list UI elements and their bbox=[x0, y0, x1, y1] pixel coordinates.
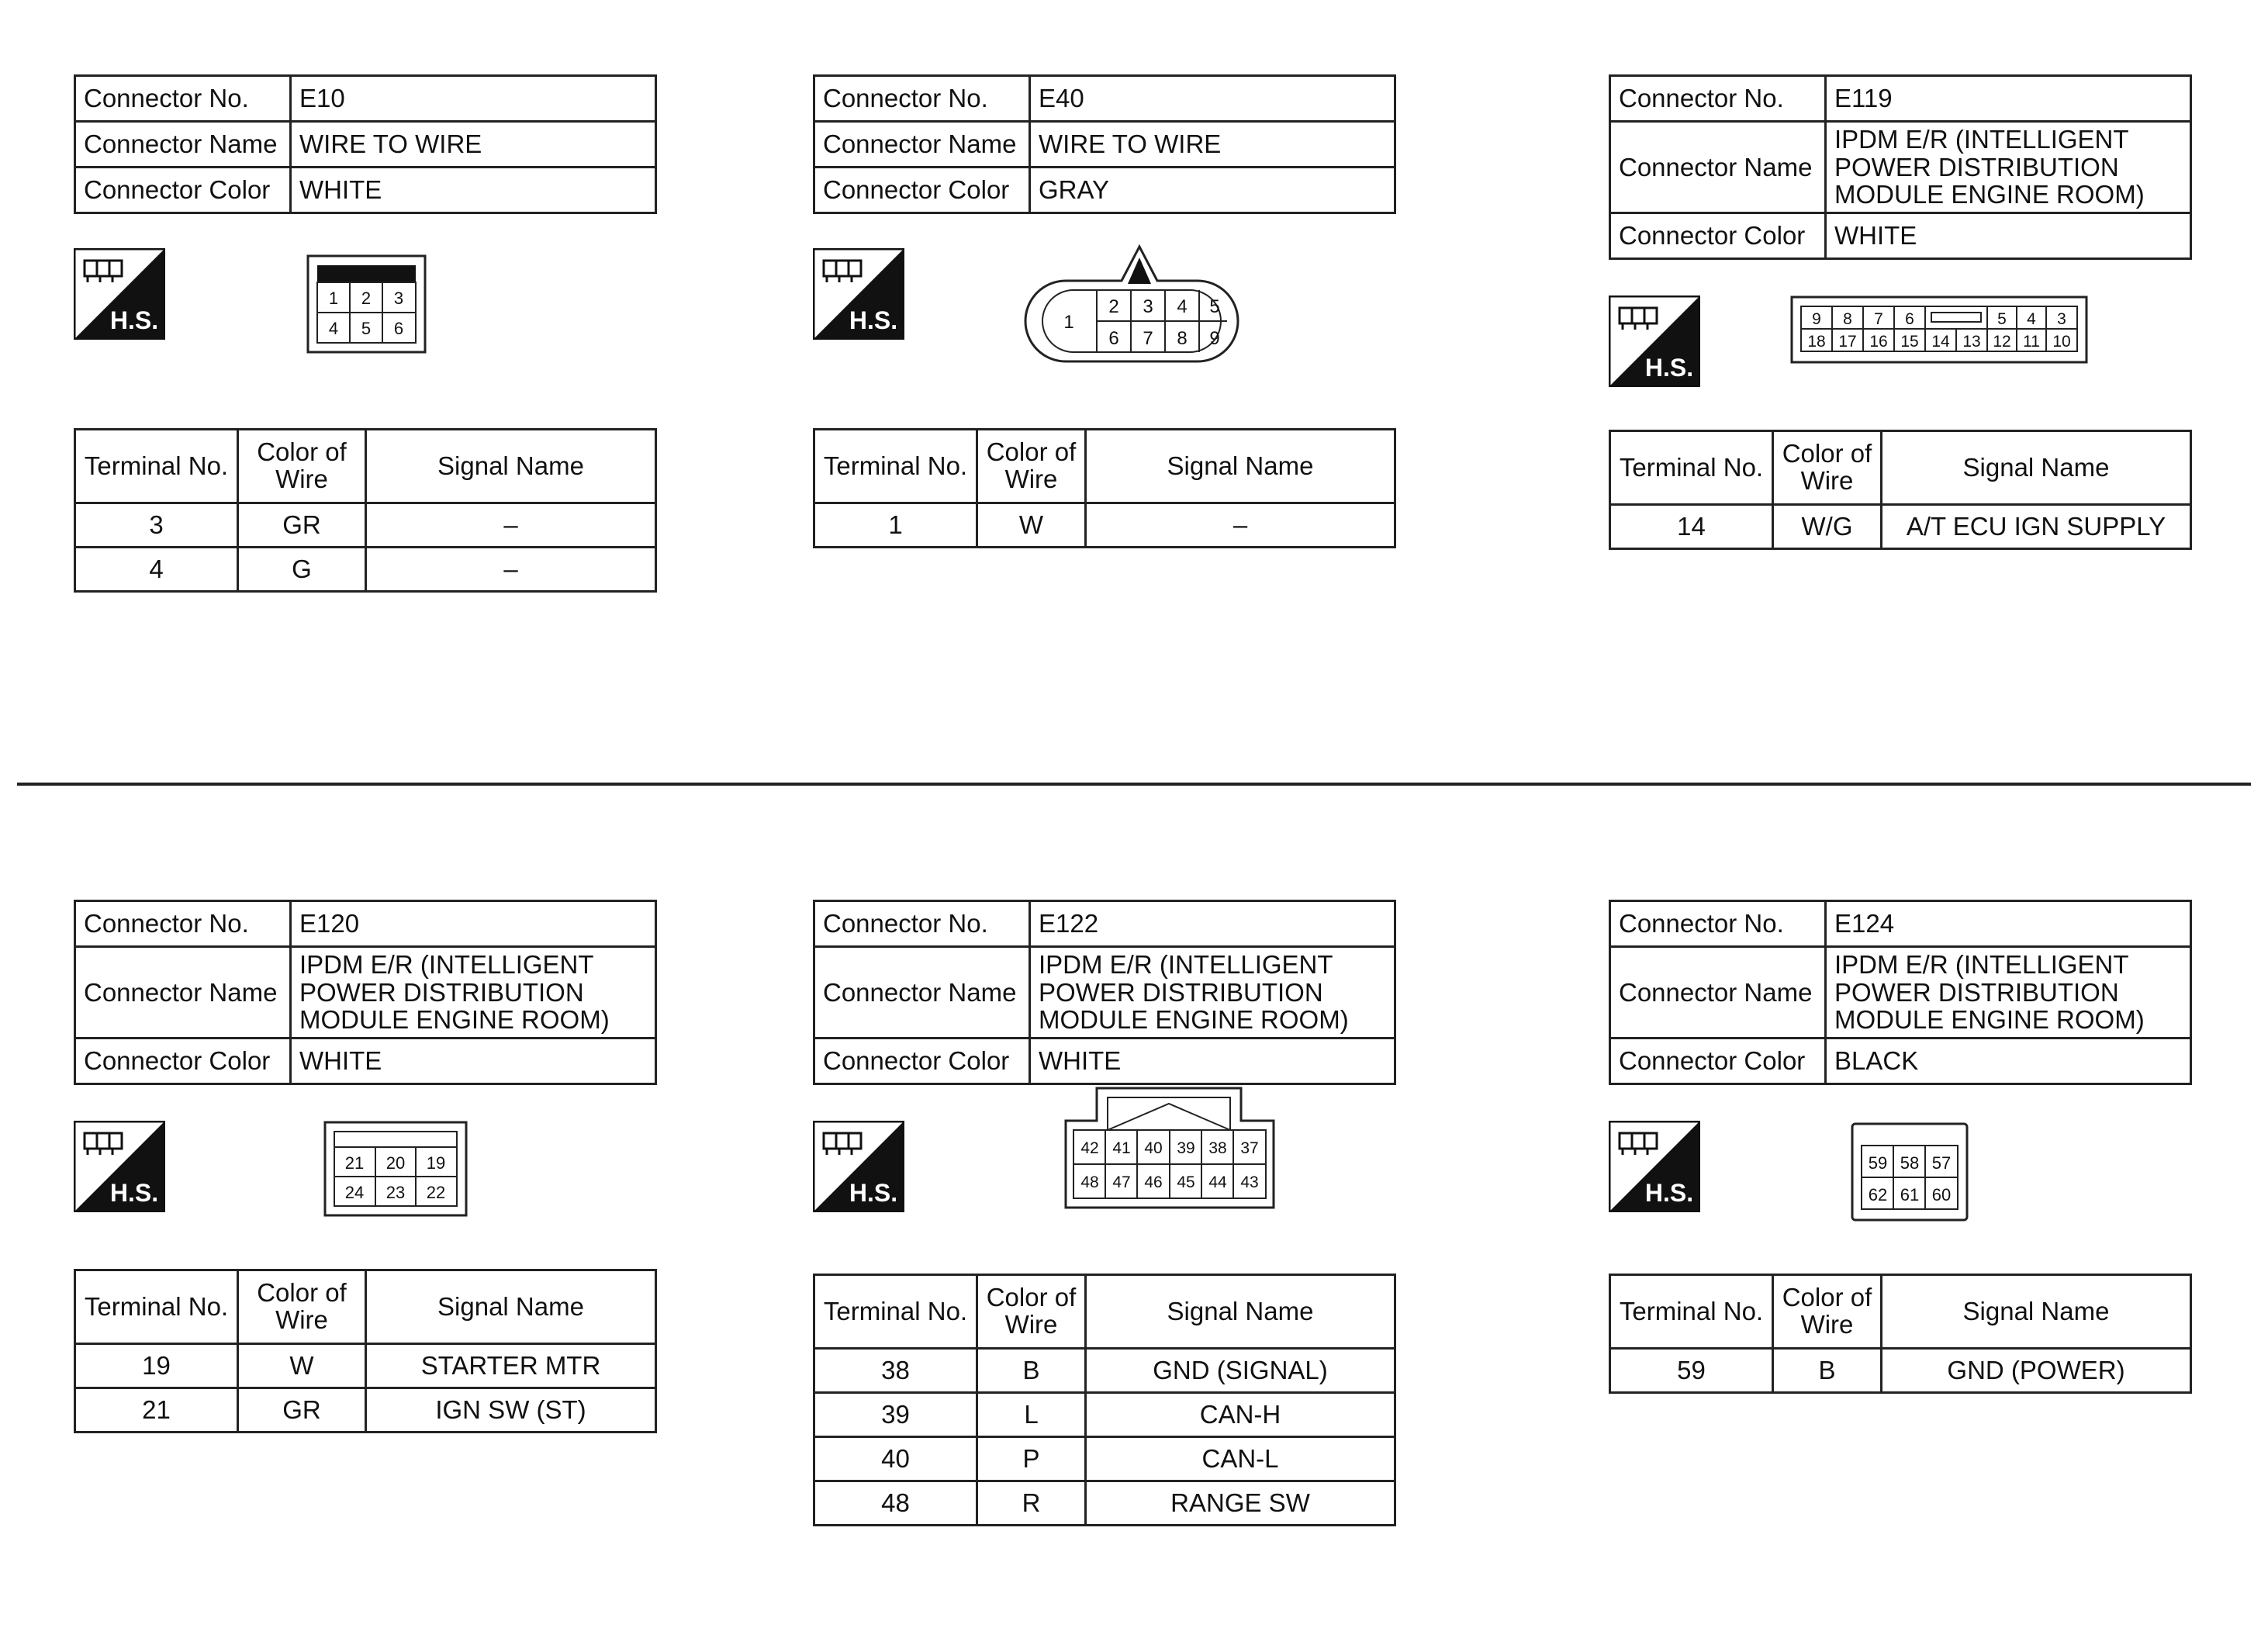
connector-info-table bbox=[1609, 900, 2192, 1085]
signal-name-header: Signal Name bbox=[1086, 430, 1395, 503]
connector-face-diagram bbox=[1063, 1087, 1277, 1209]
pin-label: 46 bbox=[1144, 1173, 1163, 1191]
pin-label: 48 bbox=[1080, 1173, 1099, 1191]
pin-label: 60 bbox=[1931, 1184, 1952, 1204]
table-row: 48 R RANGE SW bbox=[814, 1481, 1395, 1526]
connector-name-label: Connector Name bbox=[1610, 947, 1826, 1039]
pin-label: 37 bbox=[1240, 1139, 1259, 1157]
connector-info-table bbox=[1609, 74, 2192, 260]
connector-name-label: Connector Name bbox=[1610, 122, 1826, 213]
connector-color-value: WHITE bbox=[291, 1038, 656, 1083]
pin-label: 10 bbox=[2052, 332, 2071, 351]
pin-label: 38 bbox=[1208, 1139, 1227, 1157]
harness-side-icon bbox=[813, 248, 904, 340]
harness-side-icon bbox=[1609, 295, 1700, 387]
pin-label: 45 bbox=[1177, 1173, 1195, 1191]
wire-color-header: Color of Wire bbox=[977, 430, 1086, 503]
svg-text:H.S.: H.S. bbox=[1644, 353, 1694, 382]
signal-name-header: Signal Name bbox=[366, 430, 656, 503]
signal-name-header: Signal Name bbox=[366, 1270, 656, 1344]
connector-no-label: Connector No. bbox=[1610, 76, 1826, 122]
signal-name-header: Signal Name bbox=[1882, 431, 2191, 505]
connector-face-diagram bbox=[1790, 295, 2088, 364]
connector-color-value: WHITE bbox=[1030, 1038, 1395, 1083]
pin-label: 12 bbox=[1993, 332, 2011, 351]
pin-label: 1 bbox=[1063, 312, 1074, 333]
wire-color-header: Color of Wire bbox=[238, 430, 366, 503]
connector-name-label: Connector Name bbox=[814, 947, 1030, 1039]
terminal-table bbox=[74, 1269, 657, 1433]
connector-block-e120 bbox=[74, 900, 663, 1424]
connector-face-diagram bbox=[1019, 239, 1244, 371]
harness-side-icon bbox=[813, 1121, 904, 1212]
section-divider bbox=[17, 783, 2251, 786]
svg-text:H.S.: H.S. bbox=[1644, 1178, 1694, 1207]
connector-info-table bbox=[813, 900, 1396, 1085]
pin-label: 8 bbox=[1177, 328, 1188, 349]
terminal-no-header: Terminal No. bbox=[75, 1270, 238, 1344]
pin-label: 43 bbox=[1240, 1173, 1259, 1191]
connector-no-value: E10 bbox=[291, 76, 656, 122]
table-row: 38 B GND (SIGNAL) bbox=[814, 1349, 1395, 1393]
connector-color-label: Connector Color bbox=[1610, 213, 1826, 258]
pin-label: 7 bbox=[1874, 309, 1883, 328]
svg-text:H.S.: H.S. bbox=[849, 306, 898, 334]
pin-label: 4 bbox=[1177, 296, 1188, 317]
connector-block-e40 bbox=[813, 74, 1402, 539]
pin-label: 8 bbox=[1843, 309, 1852, 328]
connector-name-value: IPDM E/R (INTELLIGENT POWER DISTRIBUTION MODULE ENGINE ROOM) bbox=[1826, 122, 2191, 213]
table-row: 40 P CAN-L bbox=[814, 1437, 1395, 1481]
connector-block-e119 bbox=[1609, 74, 2198, 541]
pin-label: 9 bbox=[1812, 309, 1821, 328]
connector-color-value: WHITE bbox=[291, 168, 656, 213]
connector-no-label: Connector No. bbox=[1610, 901, 1826, 947]
table-row: 4 G – bbox=[75, 548, 656, 592]
connector-color-label: Connector Color bbox=[75, 168, 291, 213]
connector-info-table bbox=[813, 74, 1396, 214]
pin-label: 3 bbox=[393, 289, 404, 308]
connector-no-value: E119 bbox=[1826, 76, 2191, 122]
pin-label: 40 bbox=[1144, 1139, 1163, 1157]
pin-label: 62 bbox=[1868, 1184, 1888, 1204]
terminal-table bbox=[813, 1274, 1396, 1526]
pin-label: 7 bbox=[1143, 328, 1153, 349]
pin-label: 17 bbox=[1838, 332, 1857, 351]
pin-label: 47 bbox=[1112, 1173, 1131, 1191]
harness-side-icon bbox=[1609, 1121, 1700, 1212]
pin-label: 57 bbox=[1931, 1153, 1952, 1173]
connector-name-value: WIRE TO WIRE bbox=[291, 122, 656, 168]
connector-name-value: WIRE TO WIRE bbox=[1030, 122, 1395, 168]
connector-color-label: Connector Color bbox=[75, 1038, 291, 1083]
connector-name-value: IPDM E/R (INTELLIGENT POWER DISTRIBUTION MODULE ENGINE ROOM) bbox=[291, 947, 656, 1039]
table-row: 21 GR IGN SW (ST) bbox=[75, 1388, 656, 1433]
pin-label: 6 bbox=[1905, 309, 1914, 328]
connector-block-e124 bbox=[1609, 900, 2198, 1384]
table-row: 14 W/G A/T ECU IGN SUPPLY bbox=[1610, 505, 2191, 549]
wire-color-header: Color of Wire bbox=[977, 1275, 1086, 1349]
wire-color-header: Color of Wire bbox=[1773, 1275, 1882, 1349]
connector-no-label: Connector No. bbox=[814, 76, 1030, 122]
connector-no-label: Connector No. bbox=[814, 901, 1030, 947]
connector-face-diagram bbox=[306, 254, 427, 354]
table-row: 39 L CAN-H bbox=[814, 1393, 1395, 1437]
connector-no-value: E124 bbox=[1826, 901, 2191, 947]
pin-label: 58 bbox=[1900, 1153, 1920, 1173]
pin-label: 4 bbox=[2027, 309, 2036, 328]
pin-label: 14 bbox=[1931, 332, 1950, 351]
connector-color-label: Connector Color bbox=[1610, 1038, 1826, 1083]
pin-label: 1 bbox=[328, 289, 339, 308]
terminal-no-header: Terminal No. bbox=[1610, 1275, 1773, 1349]
pin-label: 16 bbox=[1869, 332, 1888, 351]
connector-info-table bbox=[74, 900, 657, 1085]
terminal-table bbox=[1609, 430, 2192, 550]
connector-name-value: IPDM E/R (INTELLIGENT POWER DISTRIBUTION MODULE ENGINE ROOM) bbox=[1826, 947, 2191, 1039]
connector-face-diagram bbox=[323, 1121, 468, 1217]
connector-no-label: Connector No. bbox=[75, 76, 291, 122]
connector-no-value: E122 bbox=[1030, 901, 1395, 947]
pin-label: 22 bbox=[426, 1182, 446, 1202]
terminal-table bbox=[74, 428, 657, 593]
pin-label: 6 bbox=[1108, 328, 1119, 349]
pin-label: 2 bbox=[1108, 296, 1119, 317]
pin-label: 5 bbox=[1209, 296, 1220, 317]
connector-name-label: Connector Name bbox=[814, 122, 1030, 168]
pin-label: 15 bbox=[1900, 332, 1919, 351]
connector-name-label: Connector Name bbox=[75, 122, 291, 168]
table-row: 19 W STARTER MTR bbox=[75, 1344, 656, 1388]
connector-block-e10 bbox=[74, 74, 663, 583]
pin-label: 11 bbox=[2023, 332, 2040, 351]
connector-color-label: Connector Color bbox=[814, 168, 1030, 213]
pin-label: 20 bbox=[385, 1153, 406, 1173]
pin-label: 5 bbox=[1997, 309, 2007, 328]
svg-text:H.S.: H.S. bbox=[109, 306, 159, 334]
table-row: 3 GR – bbox=[75, 503, 656, 548]
pin-label: 2 bbox=[361, 289, 372, 308]
connector-name-label: Connector Name bbox=[75, 947, 291, 1039]
pin-label: 23 bbox=[385, 1182, 406, 1202]
pin-label: 5 bbox=[361, 319, 372, 338]
connector-no-value: E40 bbox=[1030, 76, 1395, 122]
terminal-no-header: Terminal No. bbox=[1610, 431, 1773, 505]
table-row: 1 W – bbox=[814, 503, 1395, 548]
connector-color-label: Connector Color bbox=[814, 1038, 1030, 1083]
terminal-table bbox=[1609, 1274, 2192, 1394]
pin-label: 42 bbox=[1080, 1139, 1099, 1157]
svg-text:H.S.: H.S. bbox=[849, 1178, 898, 1207]
wire-color-header: Color of Wire bbox=[238, 1270, 366, 1344]
pin-label: 6 bbox=[393, 319, 404, 338]
wire-color-header: Color of Wire bbox=[1773, 431, 1882, 505]
terminal-no-header: Terminal No. bbox=[75, 430, 238, 503]
pin-label: 21 bbox=[344, 1153, 365, 1173]
connector-block-e122 bbox=[813, 900, 1402, 1517]
connector-color-value: WHITE bbox=[1826, 213, 2191, 258]
pin-label: 4 bbox=[328, 319, 339, 338]
connector-face-diagram bbox=[1851, 1122, 1969, 1222]
signal-name-header: Signal Name bbox=[1086, 1275, 1395, 1349]
pin-label: 39 bbox=[1177, 1139, 1195, 1157]
pin-label: 19 bbox=[426, 1153, 446, 1173]
pin-label: 44 bbox=[1208, 1173, 1227, 1191]
pin-label: 3 bbox=[1143, 296, 1153, 317]
harness-side-icon bbox=[74, 248, 165, 340]
table-row: 59 B GND (POWER) bbox=[1610, 1349, 2191, 1393]
svg-text:H.S.: H.S. bbox=[109, 1178, 159, 1207]
connector-color-value: BLACK bbox=[1826, 1038, 2191, 1083]
connector-info-table bbox=[74, 74, 657, 214]
connector-name-value: IPDM E/R (INTELLIGENT POWER DISTRIBUTION MODULE ENGINE ROOM) bbox=[1030, 947, 1395, 1039]
pin-label: 61 bbox=[1900, 1184, 1920, 1204]
terminal-no-header: Terminal No. bbox=[814, 1275, 977, 1349]
terminal-no-header: Terminal No. bbox=[814, 430, 977, 503]
pin-label: 9 bbox=[1209, 328, 1220, 349]
pin-label: 24 bbox=[344, 1182, 365, 1202]
pin-label: 13 bbox=[1962, 332, 1981, 351]
terminal-table bbox=[813, 428, 1396, 548]
pin-label: 18 bbox=[1807, 332, 1826, 351]
signal-name-header: Signal Name bbox=[1882, 1275, 2191, 1349]
connector-no-value: E120 bbox=[291, 901, 656, 947]
pin-label: 59 bbox=[1868, 1153, 1888, 1173]
connector-no-label: Connector No. bbox=[75, 901, 291, 947]
harness-side-icon bbox=[74, 1121, 165, 1212]
pin-label: 41 bbox=[1112, 1139, 1131, 1157]
pin-label: 3 bbox=[2057, 309, 2066, 328]
connector-color-value: GRAY bbox=[1030, 168, 1395, 213]
